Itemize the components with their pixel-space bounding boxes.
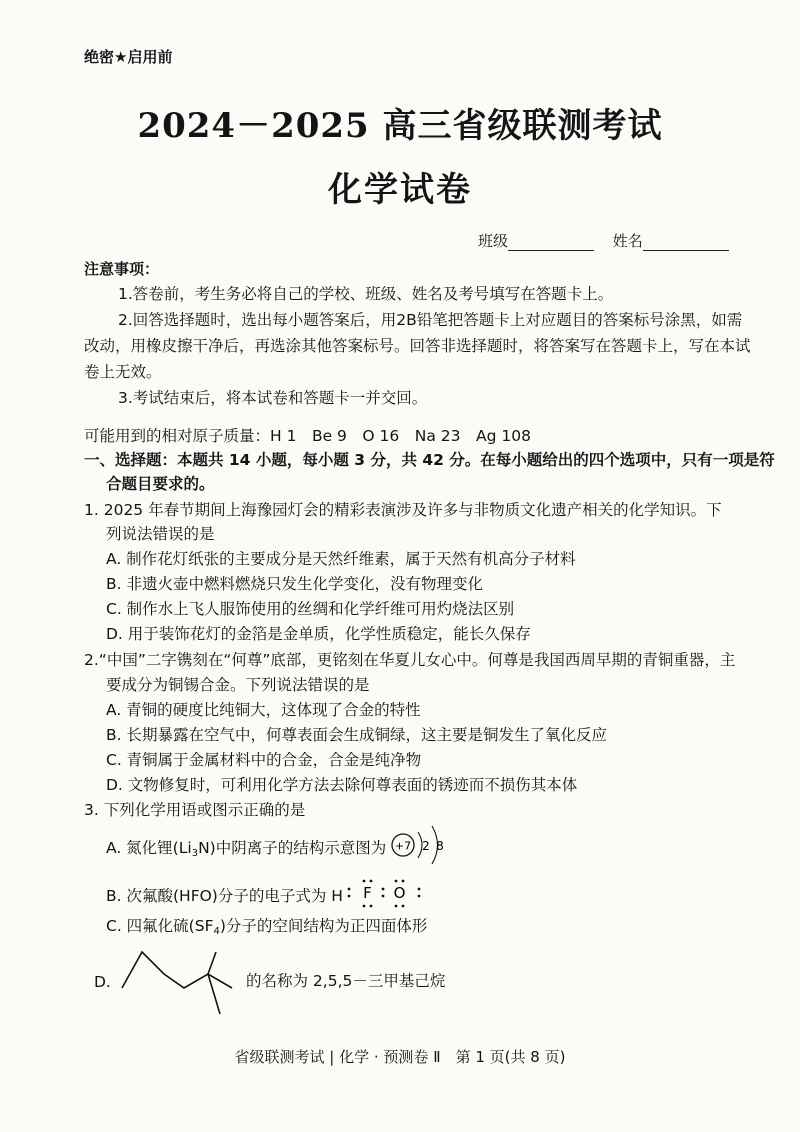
methyl-branch-up — [208, 952, 216, 974]
note-item-2-line-3: 卷上无效。 — [84, 363, 162, 381]
notes-title: 注意事项： — [84, 260, 160, 278]
q2-option-b: B. 长期暴露在空气中，何尊表面会生成铜绿，这主要是铜发生了氧化反应 — [106, 726, 607, 744]
q3-a-subscript: 3 — [191, 848, 199, 859]
oxygen-symbol: O — [393, 884, 406, 902]
atomic-masses: 可能用到的相对原子质量：H 1 Be 9 O 16 Na 23 Ag 108 — [84, 427, 531, 445]
q3-a-text-post: N)中阴离子的结构示意图为 — [198, 839, 387, 857]
note-item-2-line-1: 2.回答选择题时，选出每小题答案后，用2B铅笔把答题卡上对应题目的答案标号涂黑，如需 — [118, 311, 743, 329]
page-footer: 省级联测考试 | 化学 · 预测卷 Ⅱ 第 1 页(共 8 页) — [234, 1048, 566, 1066]
fluorine-symbol: F — [363, 884, 372, 902]
q3-b-text: B. 次氟酸(HFO)分子的电子式为 H — [106, 887, 343, 905]
q1-stem-line-1: 1. 2025 年春节期间上海豫园灯会的精彩表演涉及许多与非物质文化遗产相关的化学知识。下 — [84, 501, 722, 519]
hfo-electron-dot-formula — [345, 876, 425, 910]
q3-option-a — [106, 836, 386, 859]
q2-stem-line-1: 2.“中国”二字镌刻在“何尊”底部，更铭刻在华夏儿女心中。何尊是我国西周早期的青铜重器，主 — [84, 651, 736, 669]
q2-option-c: C. 青铜属于金属材料中的合金，合金是纯净物 — [106, 751, 422, 769]
bond-dots-f-o — [382, 888, 385, 898]
q3-a-text-pre: A. 氮化锂(Li — [106, 839, 192, 857]
exam-subject-title: 化学试卷 — [328, 170, 472, 210]
skeletal-formula-diagram — [112, 948, 252, 1020]
name-blank[interactable] — [643, 236, 729, 251]
shell-1-electrons: 2 — [422, 839, 430, 853]
bond-dots-h-f — [348, 888, 351, 898]
q3-c-text-post: )分子的空间结构为正四面体形 — [219, 917, 428, 935]
note-item-1: 1.答卷前，考生务必将自己的学校、班级、姓名及考号填写在答题卡上。 — [118, 285, 614, 303]
q2-option-a: A. 青铜的硬度比纯铜大，这体现了合金的特性 — [106, 701, 421, 719]
q1-stem-line-2: 列说法错误的是 — [106, 525, 215, 543]
student-info-fields — [478, 230, 729, 251]
confidential-label: 绝密★启用前 — [84, 48, 173, 66]
q3-option-d-text: 的名称为 2,5,5－三甲基己烷 — [246, 972, 446, 990]
note-item-3: 3.考试结束后，将本试卷和答题卡一并交回。 — [118, 389, 428, 407]
q3-stem: 3. 下列化学用语或图示正确的是 — [84, 801, 306, 819]
class-blank[interactable] — [508, 236, 594, 251]
q3-option-b — [106, 884, 343, 906]
section-1-heading-line-1: 一、选择题：本题共 14 小题，每小题 3 分，共 42 分。在每小题给出的四个选项中，只有一项是符 — [84, 451, 775, 469]
note-item-2-line-2: 改动，用橡皮擦干净后，再选涂其他答案标号。回答非选择题时，将答案写在答题卡上，写在本试 — [84, 337, 751, 355]
q3-option-c — [106, 914, 427, 937]
exam-title: 2024－2025 高三省级联测考试 — [137, 106, 663, 146]
q3-c-text-pre: C. 四氟化硫(SF — [106, 917, 214, 935]
q1-option-c: C. 制作水上飞人服饰使用的丝绸和化学纤维可用灼烧法区别 — [106, 600, 515, 618]
q2-stem-line-2: 要成分为铜锡合金。下列说法错误的是 — [106, 676, 370, 694]
section-1-heading-line-2: 合题目要求的。 — [106, 475, 215, 493]
shell-2-electrons: 8 — [436, 839, 444, 853]
q1-option-a: A. 制作花灯纸张的主要成分是天然纤维素，属于天然有机高分子材料 — [106, 550, 576, 568]
carbon-chain — [122, 952, 232, 988]
q3-option-d-label: D. — [94, 973, 111, 991]
q1-option-d: D. 用于装饰花灯的金箔是金单质，化学性质稳定，能长久保存 — [106, 625, 531, 643]
nitride-ion-diagram — [388, 822, 458, 868]
q1-option-b: B. 非遗火壶中燃料燃烧只发生化学变化，没有物理变化 — [106, 575, 483, 593]
class-label: 班级 — [478, 232, 509, 250]
name-label: 姓名 — [612, 232, 643, 250]
q3-c-subscript: 4 — [213, 926, 220, 937]
q2-option-d: D. 文物修复时，可利用化学方法去除何尊表面的锈迹而不损伤其本体 — [106, 776, 578, 794]
nucleus-charge: +7 — [394, 839, 412, 853]
